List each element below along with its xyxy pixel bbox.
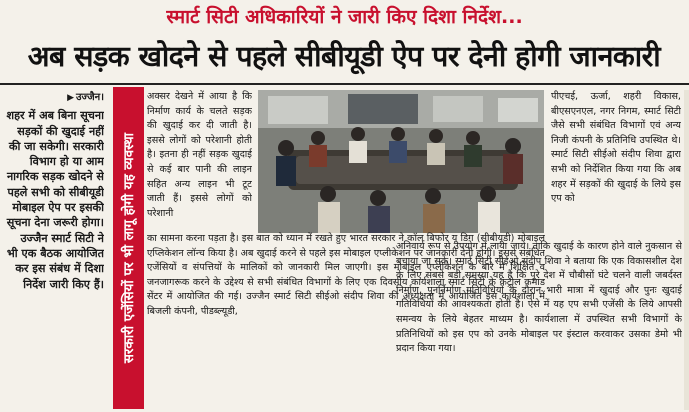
dateline bbox=[6, 90, 104, 106]
sidebar-strip bbox=[113, 87, 144, 409]
article-column-right-top: पीएचई, ऊर्जा, शहरी विकास, बीएसएनएल, नगर निगम, स्मार्ट सिटी जैसे सभी संबंधित विभागों एवं अन्य निजी कंपनी के प्रतिनिधि उपस्थित थे। स्मार्ट सिटी सीईओ संदीप शिवा द्वारा सभी को निर्देशित किया गया कि अब शहर में सड़कों की खुदाई के लिये इस एप को bbox=[551, 91, 681, 205]
article-column-1 bbox=[6, 90, 104, 408]
sidebar-text: सरकारी एजेंसियों पर भी लागू होगी यह व्यवस्था bbox=[122, 132, 137, 364]
meeting-photo bbox=[258, 90, 544, 233]
article-kicker: स्मार्ट सिटी अधिकारियों ने जारी किए दिशा निर्देश... bbox=[166, 6, 523, 28]
article-body-span: का सामना करना पड़ता है। इस बात को ध्यान में रखते हुए भारत सरकार ने कॉल बिफोर यू डिग (सीबीयूडी) मोबाइल एप्लिकेशन लॉन्च किया है। अब खुदाई करने से पहले इस मोबाइल एप्लीकेशन पर जानकारी देनी होगी। इससे संबंधित एजेंसियों व संपत्तियों के मालिकों को जानकारी मिल जाएगी। इस मोबाइल एप्लीकेशन के बारे में शिक्षित व जनजागरूक करने के उद्देश्य से सभी संबंधित विभागों के लिए एक दिवसीय कार्यशाला स्मार्ट सिटी के कंट्रोल कमांड सेंटर में आयोजित की गई। उज्जैन स्मार्ट सिटी सीईओ संदीप शिवा की अध्यक्षता में आयोजित इस कार्यशाला में बिजली कंपनी, पीडब्ल्यूडी, bbox=[147, 233, 545, 317]
triangle-bullet-icon: ▶ bbox=[67, 93, 75, 103]
column-1-text: शहर में अब बिना सूचना सड़कों की खुदाई नहीं की जा सकेगी। सरकारी विभाग हो या आम नागरिक सड़क खोदने से पहले सभी को सीबीयूडी मोबाइल ऐप पर इसकी सूचना देना जरूरी होगा। उज्जैन स्मार्ट सिटी ने भी एक बैठक आयोजित कर इस संबंध में दिशा निर्देश जारी किए हैं। bbox=[6, 109, 104, 291]
headline-rule bbox=[0, 83, 689, 85]
meeting-photo-image bbox=[258, 90, 544, 233]
article-headline: अब सड़क खोदने से पहले सीबीयूडी ऐप पर देनी होगी जानकारी bbox=[27, 40, 661, 73]
article-column-right-bottom: अनिवार्य रूप से उपयोग में लाया जाये। ताकि खुदाई के कारण होने वाले नुकसान से बचाया जा सके। स्मार्ट सिटी सीईओ संदीप शिवा ने बताया कि एक विकासशील देश के लिए सबसे बड़ी समस्या यह है कि पूरे देश में चौबीसों घंटे चलने वाली जबर्दस्त निर्माण, पुनर्निर्माण गतिविधियों के दौरान भारी मात्रा में खुदाई और पुनः खुदाई गतिविधियों की आवश्यकता होती है। ऐसे में यह एप सभी एजेंसी के लिये आपसी समन्वय के लिये बेहतर माध्यम है। कार्यशाला में उपस्थित सभी विभागों के प्रतिनिधियों को इस एप को उनके मोबाइल पर इंस्टाल करवाकर उसका डेमो भी प्रदान किया गया। bbox=[396, 241, 682, 355]
adjacent-column-edge bbox=[684, 90, 689, 410]
article-column-2: अक्सर देखने में आया है कि निर्माण कार्य के चलते सड़क की खुदाई कर दी जाती है। इससे लोगों को परेशानी होती है। इतना ही नहीं सड़क खुदाई से कई बार पानी की लाइन सहित अन्य लाइन भी टूट जाती हैं। इससे लोगों को परेशानी bbox=[147, 91, 252, 219]
dateline-text: उज्जैन। bbox=[76, 92, 104, 103]
